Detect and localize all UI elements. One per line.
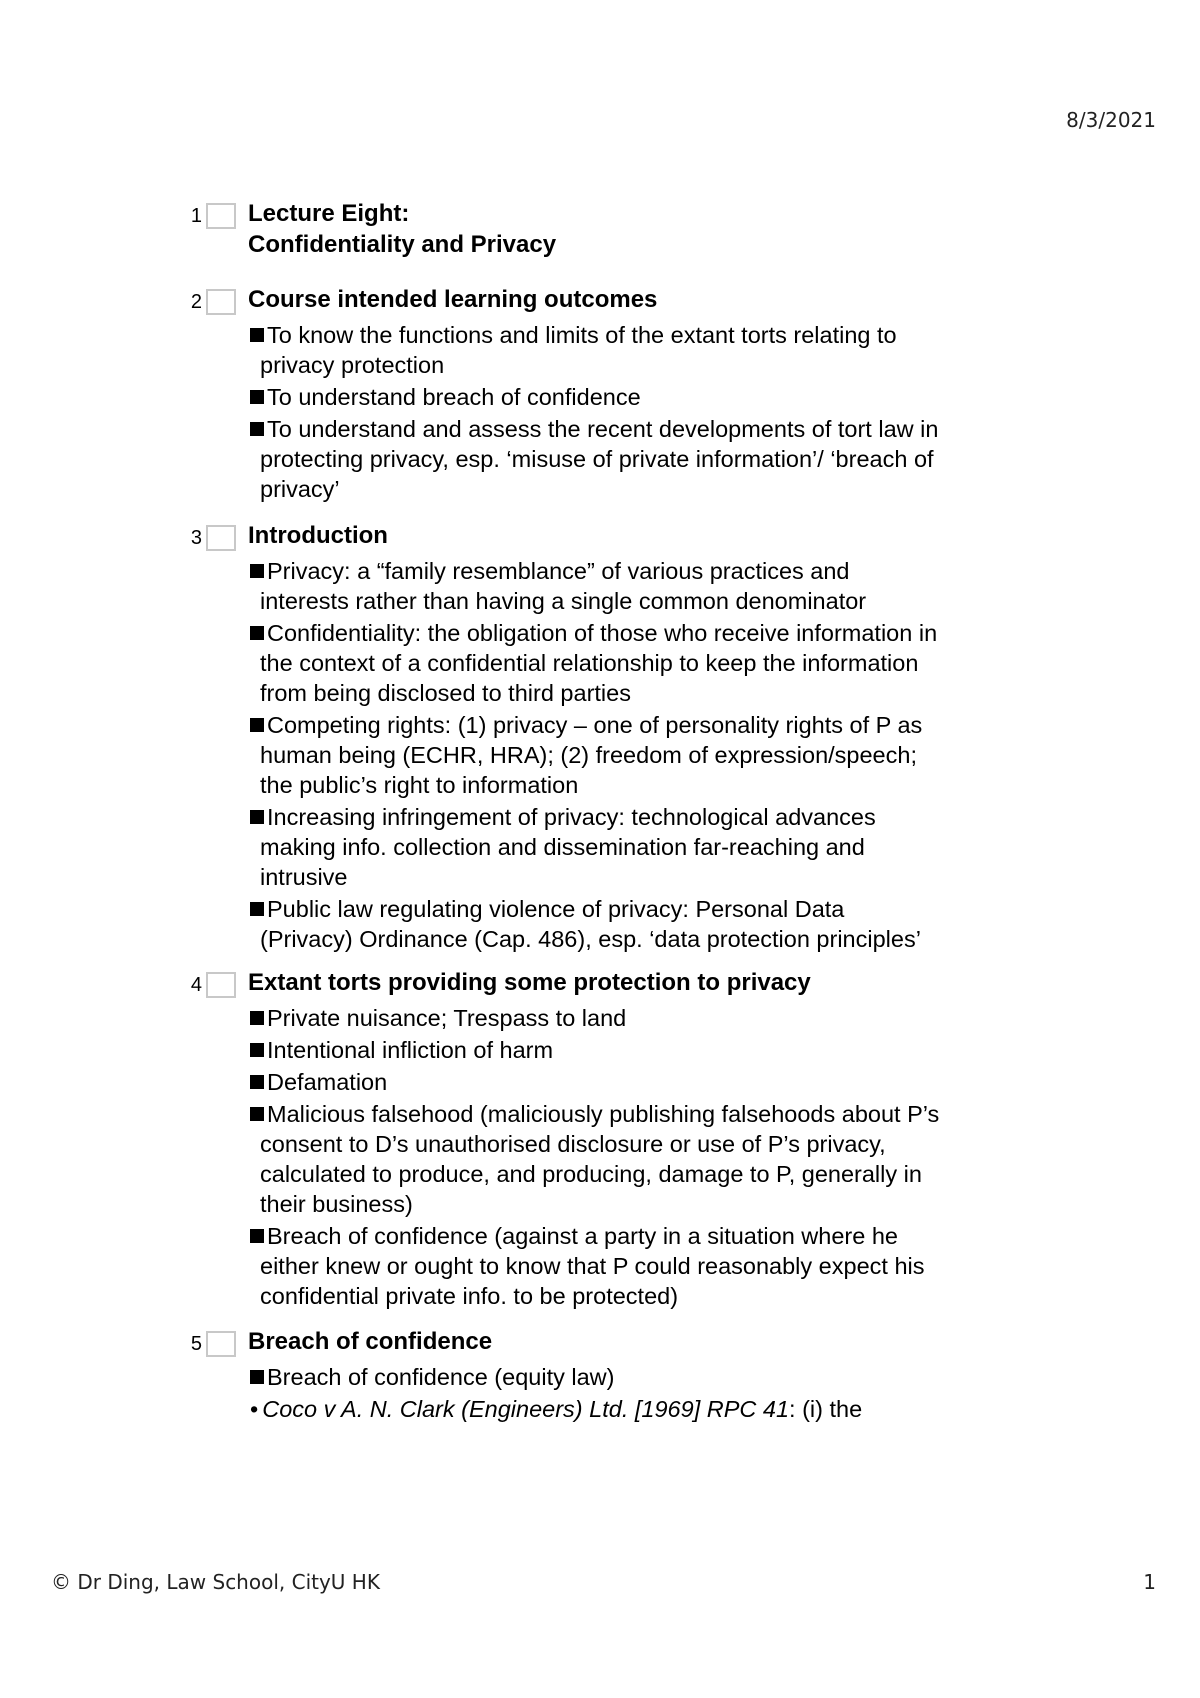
square-bullet-icon: [250, 390, 264, 404]
item-line: privacy protection: [260, 352, 445, 378]
list-item: [250, 1003, 1030, 1033]
item-line: either knew or ought to know that P could reasonably expect his: [260, 1253, 925, 1279]
square-bullet-icon: [250, 902, 264, 916]
square-bullet-icon: [250, 1370, 264, 1384]
item-line: Confidentiality: the obligation of those who receive information in: [267, 620, 938, 646]
slide-number: 5: [190, 1333, 202, 1355]
list-item: [250, 1362, 1030, 1392]
bullet-list: [250, 320, 1030, 506]
case-citation: Coco v A. N. Clark (Engineers) Ltd. [1969] RPC 41: [262, 1396, 790, 1422]
square-bullet-icon: [250, 1229, 264, 1243]
item-line: Malicious falsehood (maliciously publishing falsehoods about P’s: [267, 1101, 940, 1127]
item-line: intrusive: [260, 864, 348, 890]
item-line: confidential private info. to be protected): [260, 1283, 679, 1309]
slide-title: Course intended learning outcomes: [248, 286, 658, 313]
item-line: making info. collection and dissemination far-reaching and: [260, 834, 865, 860]
slide-number: 4: [190, 974, 202, 996]
square-bullet-icon: [250, 328, 264, 342]
item-line: Competing rights: (1) privacy – one of personality rights of P as: [267, 712, 923, 738]
list-item: [250, 618, 1030, 708]
slide-title: [248, 198, 556, 260]
list-item: [250, 1099, 1030, 1219]
item-line: Increasing infringement of privacy: technological advances: [267, 804, 876, 830]
item-line: human being (ECHR, HRA); (2) freedom of expression/speech;: [260, 742, 917, 768]
page-number: 1: [1143, 1570, 1156, 1594]
sub-list-item: [250, 1394, 1030, 1424]
item-line: privacy’: [260, 476, 340, 502]
bullet-list: [250, 1003, 1030, 1313]
square-bullet-icon: [250, 564, 264, 578]
slide-title: Introduction: [248, 522, 388, 549]
square-bullet-icon: [250, 626, 264, 640]
slide-thumbnail-box: [206, 289, 236, 315]
item-line: To understand and assess the recent developments of tort law in: [267, 416, 939, 442]
slide-number: 2: [190, 291, 202, 313]
list-item: [250, 894, 1030, 954]
item-line: Public law regulating violence of privacy: Personal Data: [267, 896, 845, 922]
bullet-list: [250, 556, 1030, 956]
item-line: consent to D’s unauthorised disclosure or use of P’s privacy,: [260, 1131, 886, 1157]
item-line: Intentional infliction of harm: [267, 1037, 554, 1063]
slide-thumbnail-box: [206, 1331, 236, 1357]
item-line: calculated to produce, and producing, damage to P, generally in: [260, 1161, 922, 1187]
list-item: [250, 1035, 1030, 1065]
dot-bullet-icon: •: [250, 1396, 259, 1422]
bullet-list: [250, 1362, 1030, 1426]
item-line: Privacy: a “family resemblance” of various practices and: [267, 558, 850, 584]
list-item: [250, 320, 1030, 380]
item-line: the public’s right to information: [260, 772, 579, 798]
item-line: To understand breach of confidence: [267, 384, 641, 410]
slide-title: Breach of confidence: [248, 1328, 493, 1355]
slide-thumbnail-box: [206, 525, 236, 551]
item-line: Defamation: [267, 1069, 388, 1095]
slide-number: 1: [190, 205, 202, 227]
list-item: [250, 710, 1030, 800]
square-bullet-icon: [250, 1011, 264, 1025]
slide-title: Extant torts providing some protection to privacy: [248, 969, 811, 996]
list-item: [250, 556, 1030, 616]
slide-thumbnail-box: [206, 203, 236, 229]
square-bullet-icon: [250, 1107, 264, 1121]
item-line: Breach of confidence (equity law): [267, 1364, 615, 1390]
square-bullet-icon: [250, 1043, 264, 1057]
item-line: their business): [260, 1191, 413, 1217]
item-line: Breach of confidence (against a party in a situation where he: [267, 1223, 898, 1249]
item-line: : (i) the: [789, 1396, 863, 1422]
list-item: [250, 1221, 1030, 1311]
item-line: protecting privacy, esp. ‘misuse of private information’/ ‘breach of: [260, 446, 934, 472]
list-item: [250, 802, 1030, 892]
list-item: [250, 1067, 1030, 1097]
header-date: 8/3/2021: [1066, 108, 1156, 132]
list-item: [250, 414, 1030, 504]
item-line: To know the functions and limits of the extant torts relating to: [267, 322, 897, 348]
item-line: (Privacy) Ordinance (Cap. 486), esp. ‘data protection principles’: [260, 926, 921, 952]
list-item: [250, 382, 1030, 412]
title-line: Lecture Eight:: [248, 200, 410, 227]
square-bullet-icon: [250, 1075, 264, 1089]
title-line: Confidentiality and Privacy: [248, 231, 557, 258]
item-line: the context of a confidential relationship to keep the information: [260, 650, 919, 676]
square-bullet-icon: [250, 810, 264, 824]
slide-thumbnail-box: [206, 972, 236, 998]
square-bullet-icon: [250, 422, 264, 436]
item-line: interests rather than having a single common denominator: [260, 588, 867, 614]
footer-copyright: © Dr Ding, Law School, CityU HK: [51, 1570, 380, 1594]
item-line: from being disclosed to third parties: [260, 680, 631, 706]
item-line: Private nuisance; Trespass to land: [267, 1005, 627, 1031]
slide-number: 3: [190, 527, 202, 549]
square-bullet-icon: [250, 718, 264, 732]
